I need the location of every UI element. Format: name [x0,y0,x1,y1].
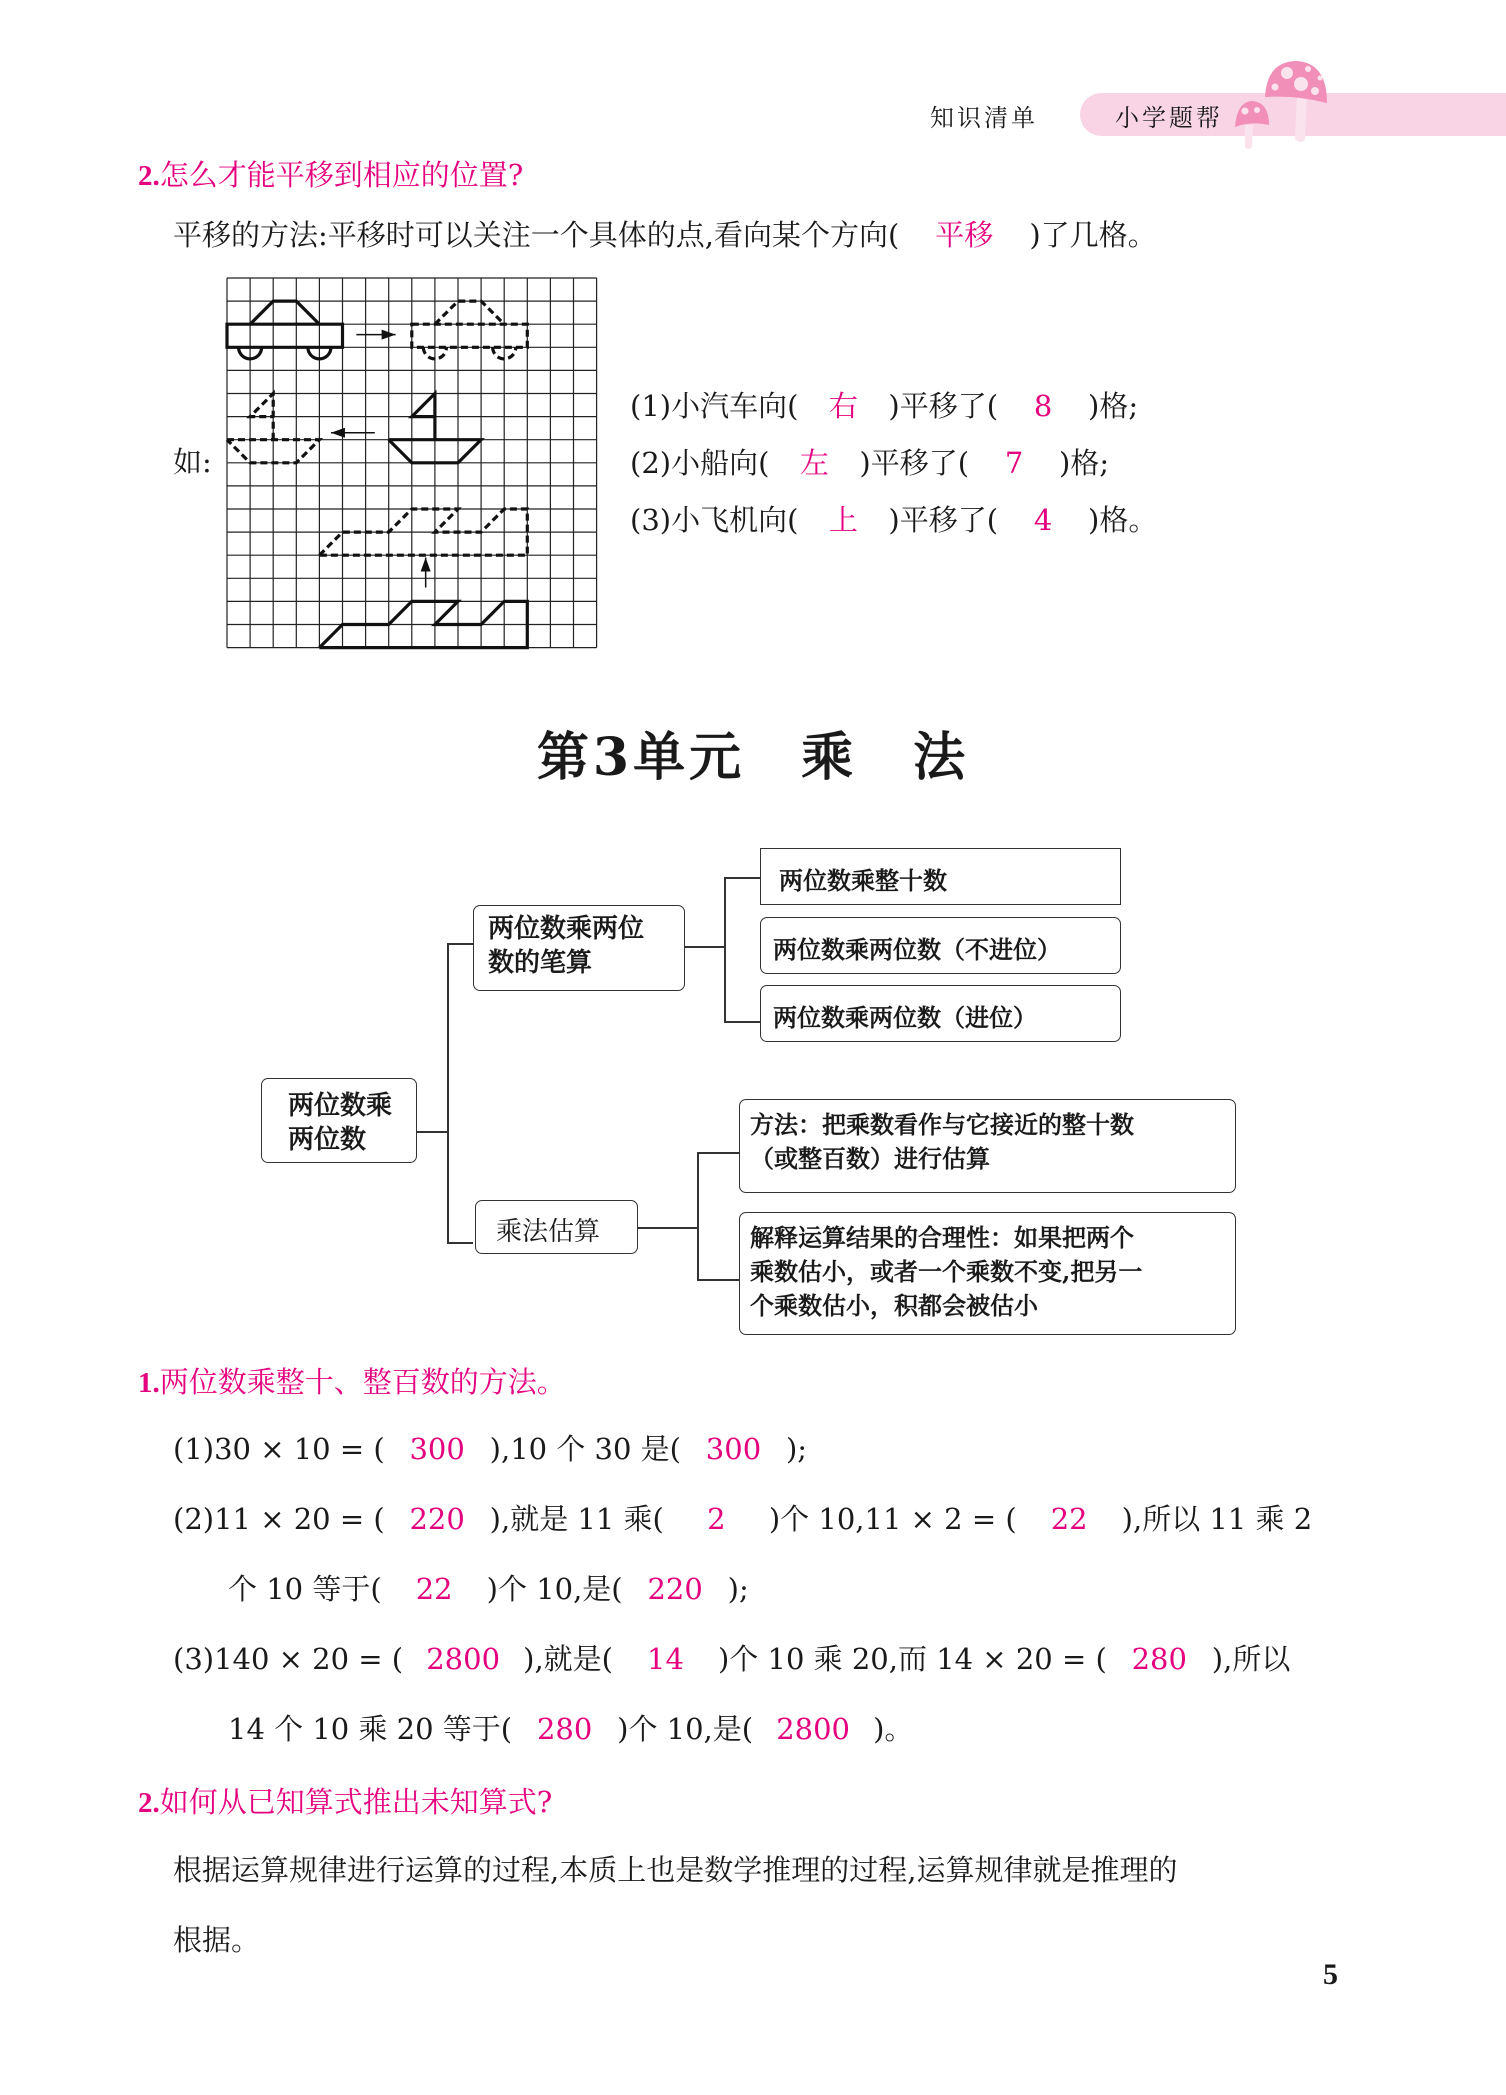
connector [724,877,760,879]
line-text: (1)30 × 10 = ( [173,1432,385,1466]
root-line: 两位数乘 [288,1091,393,1121]
method-text: 平移的方法:平移时可以关注一个具体的点,看向某个方向( [173,218,900,252]
question-number: 2. [138,160,160,192]
line-text: ),10 个 30 是( [489,1432,681,1466]
line-text: ); [785,1432,808,1466]
line-text: 个 10 等于( [228,1572,382,1606]
mind-map-root [261,1078,417,1163]
section-label: 知识清单 [930,104,1038,132]
connector [447,943,473,945]
answer-blank: 8 [1033,389,1053,423]
multiplication-line [173,1637,1290,1678]
multiplication-line [228,1707,913,1748]
question-number: 2. [138,1787,160,1819]
question-2b-heading [138,1780,552,1821]
car-body [227,324,343,347]
multiplication-line [228,1567,749,1608]
unit-title: 第3单元 乘 法 [536,727,970,788]
answer-blank: 2800 [776,1712,850,1746]
connector [447,943,449,1243]
connector [416,1131,448,1133]
line-text: )个 10,是( [617,1712,754,1746]
leaf-text: 两位数乘两位数（不进位） [773,935,1061,964]
answer-blank: 280 [536,1712,593,1746]
arrow-up-icon-head [421,558,431,572]
question-number: 1. [138,1367,160,1399]
leaf-text: 两位数乘整十数 [779,866,947,895]
item-text: (1)小汽车向( [630,389,799,423]
line-text: ); [727,1572,749,1606]
grid-shapes [227,301,527,647]
answer-blank: 22 [415,1572,453,1606]
item-text: )平移了( [859,446,970,480]
answer-blank: 左 [799,446,829,480]
connector [724,1021,760,1023]
answer-blank: 280 [1131,1642,1187,1676]
branch-line: 乘法估算 [496,1217,601,1247]
line-text: ),所以 11 乘 2 [1121,1502,1313,1536]
leaf-box-reasonableness [739,1212,1236,1335]
answer-blank: 4 [1033,503,1053,537]
leaf-box [760,848,1121,905]
question-title: 如何从已知算式推出未知算式? [159,1785,553,1819]
leaf-box [760,917,1121,974]
question-2-heading [138,153,523,194]
answer-blank: 220 [409,1502,465,1536]
answer-blank: 2 [707,1502,726,1536]
leaf-text: 两位数乘两位数（进位） [773,1003,1037,1032]
car-roof [250,301,319,324]
line-text: )个 10,11 × 2 = ( [768,1502,1017,1536]
connector [697,1152,699,1280]
example-label: 如: [173,445,212,479]
line-text: (2)11 × 20 = ( [173,1502,385,1536]
mushroom-stem-small [1245,125,1253,149]
figure-item [630,435,1157,492]
connector [683,946,725,948]
method-suffix: )了几格。 [1029,218,1157,252]
page-number: 5 [1323,1958,1338,1991]
line-text: )。 [873,1712,914,1746]
answer-blank: 右 [828,389,858,423]
method-line [173,213,1157,254]
item-text: )平移了( [888,503,999,537]
connector [638,1227,698,1229]
translation-grid-figure [225,276,599,650]
question-1-heading [138,1360,566,1401]
method-answer: 平移 [935,218,994,252]
figure-items [630,378,1157,549]
boat-sail [412,394,435,440]
answer-blank: 上 [828,503,858,537]
question-title: 怎么才能平移到相应的位置? [159,158,524,192]
leaf-text: 个乘数估小，积都会被估小 [750,1291,1038,1320]
line-text: ),所以 [1211,1642,1291,1676]
answer-blank: 14 [647,1642,684,1676]
branch-line: 两位数乘两位 [488,914,645,944]
branch-written-calculation [473,905,685,991]
connector [447,1242,473,1244]
branch-estimation [475,1200,638,1254]
answer-blank: 2800 [426,1642,501,1676]
root-line: 两位数 [288,1125,367,1155]
line-text: 14 个 10 乘 20 等于( [228,1712,513,1746]
leaf-text: 解释运算结果的合理性：如果把两个 [750,1223,1134,1252]
connector [724,877,726,1022]
inference-body-line-2: 根据。 [173,1923,261,1957]
line-text: (3)140 × 20 = ( [173,1642,404,1676]
item-text: (3)小飞机向( [630,503,799,537]
brand-label: 小学题帮 [1115,104,1223,132]
leaf-text: （或整百数）进行估算 [750,1144,990,1173]
line-text: )个 10 乘 20,而 14 × 20 = ( [717,1642,1107,1676]
answer-blank: 300 [705,1432,762,1466]
branch-line: 数的笔算 [488,948,593,978]
mushroom-icon [1235,55,1345,150]
line-text: )个 10,是( [486,1572,623,1606]
line-text: ),就是 11 乘( [489,1502,664,1536]
item-text: )格。 [1088,503,1158,537]
question-title: 两位数乘整十、整百数的方法。 [159,1365,566,1399]
figure-item [630,378,1157,435]
car-body [412,324,528,347]
answer-blank: 220 [647,1572,703,1606]
multiplication-line [173,1497,1312,1538]
car-roof [435,301,504,324]
multiplication-line [173,1427,807,1468]
mushroom-cap-small [1235,101,1269,127]
connector [697,1152,739,1154]
mushroom-stem-large [1295,95,1307,142]
inference-body-line-1: 根据运算规律进行运算的过程,本质上也是数学推理的过程,运算规律就是推理的 [173,1853,1178,1887]
figure-item [630,492,1157,549]
leaf-box [760,985,1121,1042]
leaf-text: 乘数估小，或者一个乘数不变,把另一 [750,1257,1143,1286]
leaf-box-method [739,1099,1236,1193]
item-text: )格; [1088,389,1139,423]
connector [697,1279,739,1281]
leaf-text: 方法：把乘数看作与它接近的整十数 [750,1110,1134,1139]
item-text: )格; [1059,446,1110,480]
item-text: (2)小船向( [630,446,770,480]
answer-blank: 7 [1004,446,1024,480]
item-text: )平移了( [888,389,999,423]
answer-blank: 300 [409,1432,465,1466]
answer-blank: 22 [1050,1502,1088,1536]
arrow-left-icon-head [331,428,345,438]
line-text: ),就是( [523,1642,613,1676]
